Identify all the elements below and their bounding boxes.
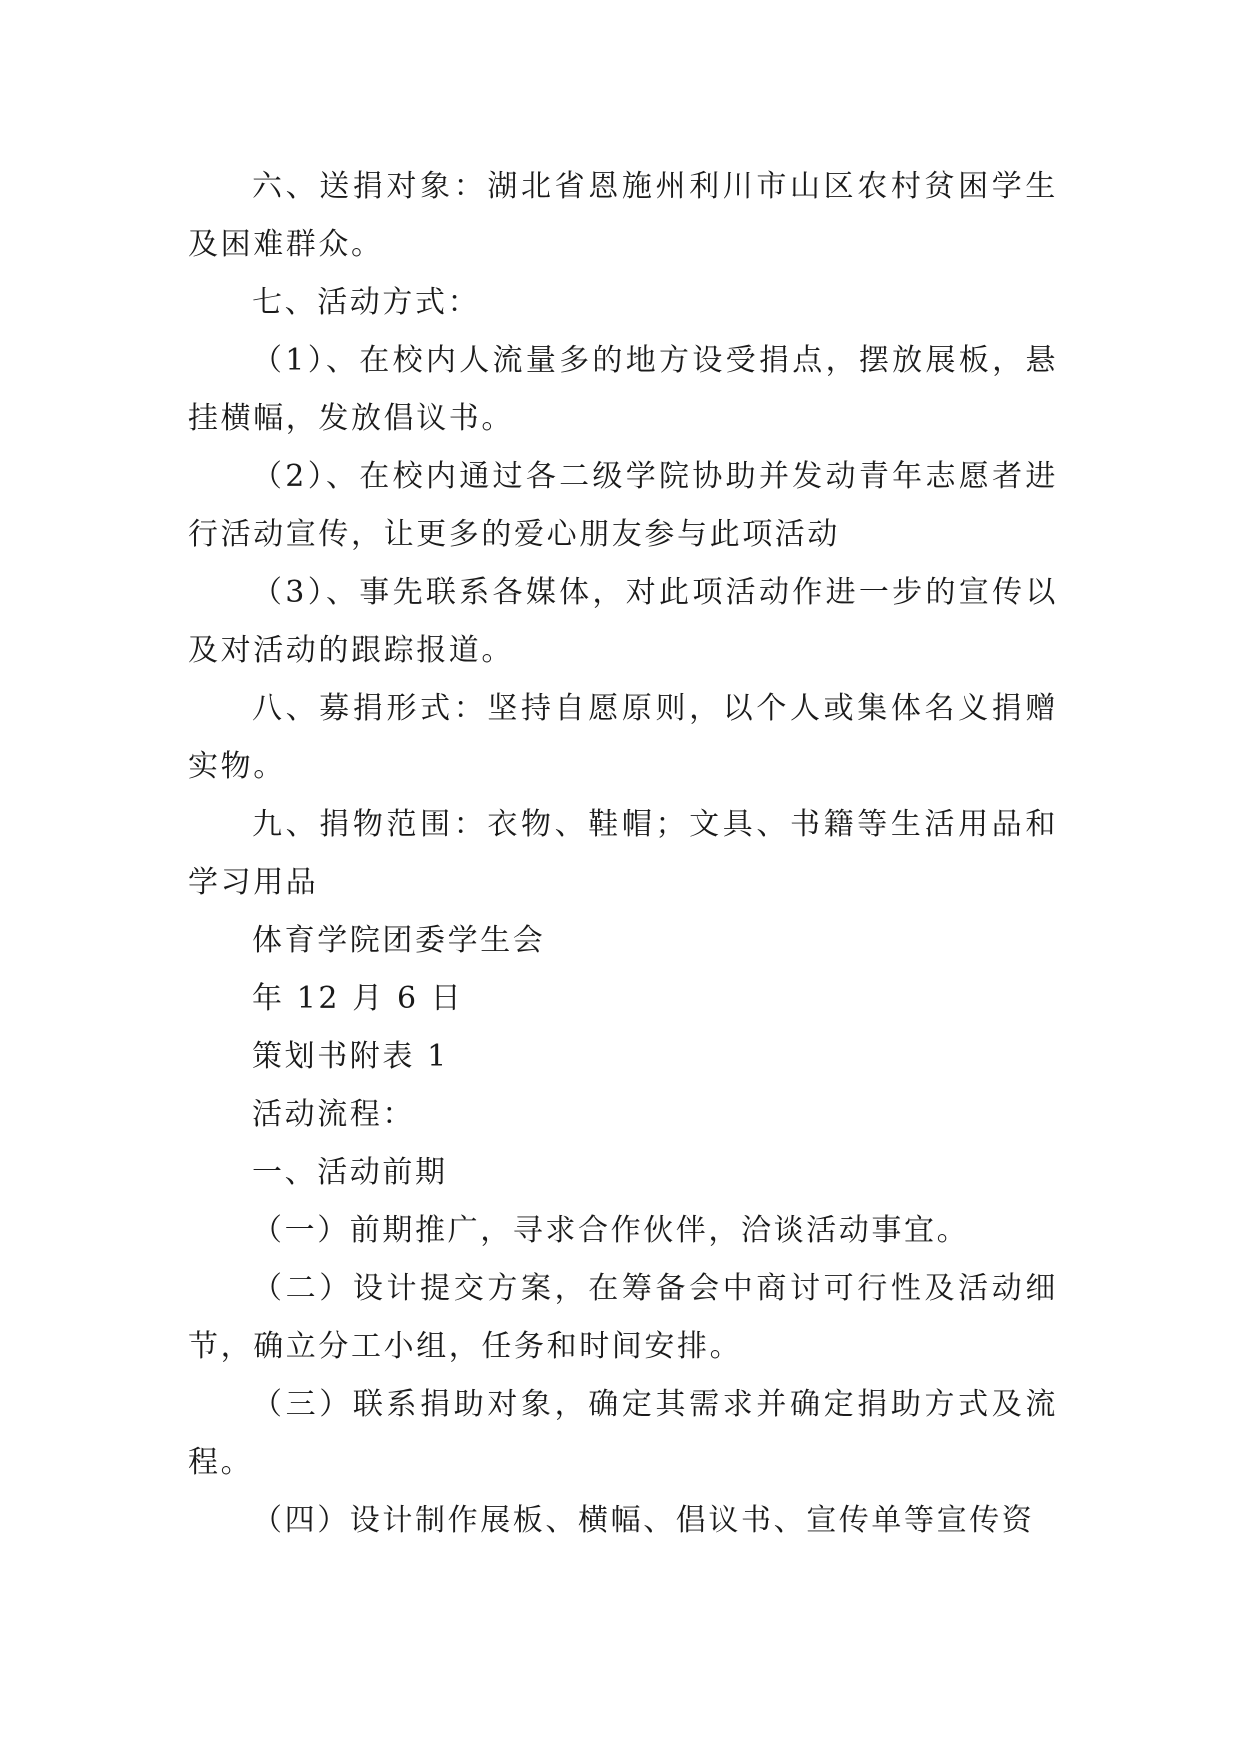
document-body	[188, 158, 1058, 1550]
paragraph-donation-scope: 九、捐物范围：衣物、鞋帽；文具、书籍等生活用品和学习用品	[188, 807, 1058, 900]
paragraph-donation-form: 八、募捐形式：坚持自愿原则，以个人或集体名义捐赠实物。	[188, 691, 1058, 784]
step-design-materials: （四）设计制作展板、横幅、倡议书、宣传单等宣传资	[252, 1503, 1035, 1538]
paragraph-method-2: （2）、在校内通过各二级学院协助并发动青年志愿者进行活动宣传，让更多的爱心朋友参与此项活动	[188, 459, 1058, 552]
step-promotion: （一）前期推广，寻求合作伙伴，洽谈活动事宜。	[252, 1213, 970, 1248]
signature-organization: 体育学院团委学生会	[252, 923, 546, 958]
paragraph-recipients: 六、送捐对象：湖北省恩施州利川市山区农村贫困学生及困难群众。	[188, 169, 1058, 262]
paragraph-method-3: （3）、事先联系各媒体，对此项活动作进一步的宣传以及对活动的跟踪报道。	[188, 575, 1058, 668]
signature-date: 年 12 月 6 日	[252, 981, 464, 1016]
appendix-title: 策划书附表 1	[252, 1039, 449, 1074]
phase-early-heading: 一、活动前期	[252, 1155, 448, 1190]
activity-process-heading: 活动流程：	[252, 1097, 415, 1132]
step-contact-recipients: （三）联系捐助对象，确定其需求并确定捐助方式及流程。	[188, 1387, 1058, 1480]
step-proposal: （二）设计提交方案，在筹备会中商讨可行性及活动细节，确立分工小组，任务和时间安排。	[188, 1271, 1058, 1364]
paragraph-activity-methods-heading: 七、活动方式：	[252, 285, 481, 320]
paragraph-method-1: （1）、在校内人流量多的地方设受捐点，摆放展板，悬挂横幅，发放倡议书。	[188, 343, 1058, 436]
